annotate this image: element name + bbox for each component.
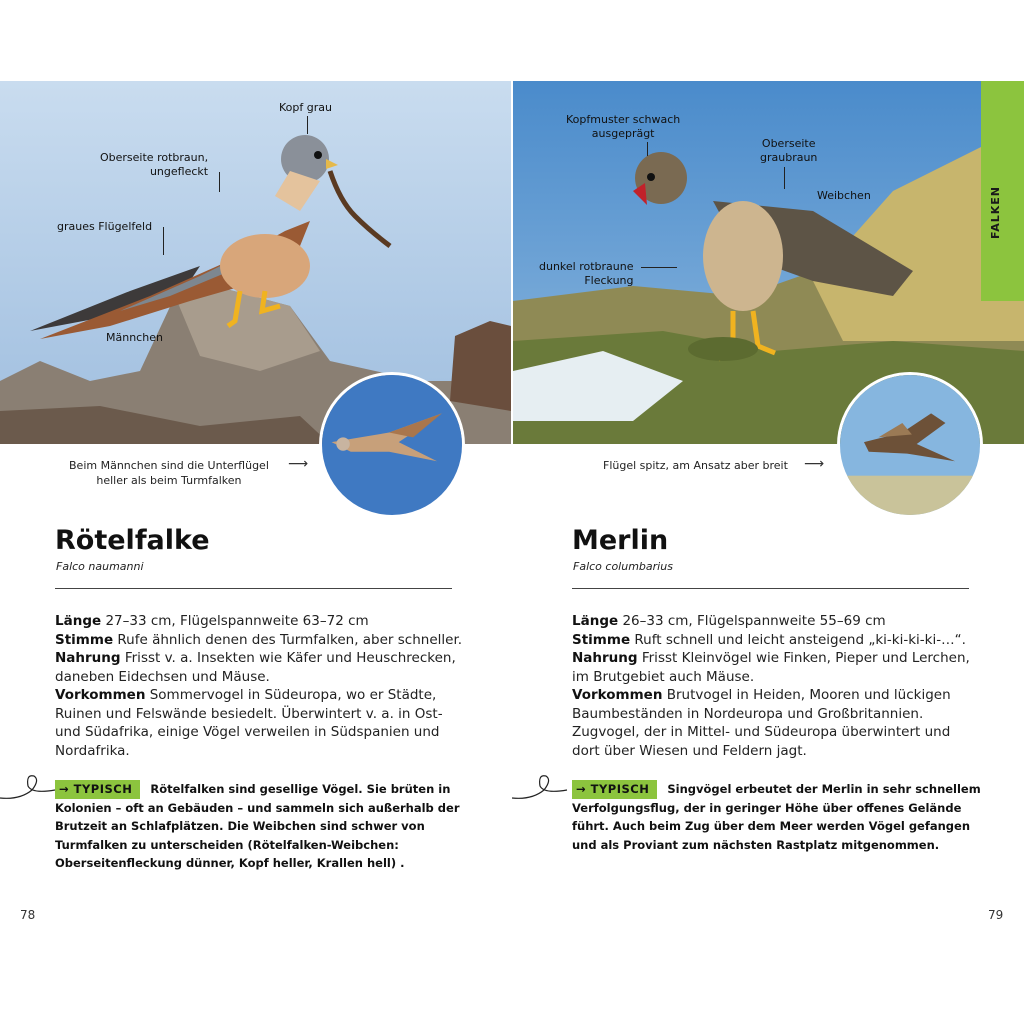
callout-line [163, 227, 164, 255]
entry-label: Länge [55, 613, 102, 629]
arrow-right-icon: ⟶ [288, 456, 309, 472]
species-latin-name: Falco columbarius [573, 560, 673, 573]
entry-label: Nahrung [572, 650, 638, 666]
entry-voice: Stimme Ruft schnell und leicht ansteigend „ki-ki-ki-ki-…“. [572, 631, 966, 648]
entry-label: Vorkommen [55, 687, 146, 703]
callout-head-pattern: Kopfmuster schwach ausgeprägt [566, 113, 681, 140]
typisch-box [55, 780, 465, 873]
callout-line [307, 116, 308, 134]
callout-female: Weibchen [817, 189, 871, 202]
typisch-text: Rötelfalken sind gesellige Vögel. Sie brüten in Kolonien – oft an Gebäuden – und sammeln sich außerhalb der Brutzeit an Schlafplätzen. Die Weibchen sind schwer von Turmfalken zu unterscheiden (Rötelfalken-Weibchen: Oberseitenfleckung dünner, Kopf heller, Krallen hell) . [55, 782, 460, 870]
species-title: Rötelfalke [55, 525, 210, 556]
entry-voice: Stimme Rufe ähnlich denen des Turmfalken, aber schneller. [55, 631, 463, 648]
entry-label: Stimme [55, 631, 114, 648]
callout-male: Männchen [106, 331, 163, 344]
entry-length: Länge 27–33 cm, Flügelspannweite 63–72 cm [55, 613, 369, 629]
callout-upperside: Oberseite rotbraun, ungefleckt [100, 151, 209, 178]
callout-head-grey: Kopf grau [279, 101, 332, 114]
callout-spotting: dunkel rotbraune Fleckung [539, 260, 634, 287]
typisch-text: Singvögel erbeutet der Merlin in sehr schnellem Verfolgungsflug, der in geringer Höhe über offenes Gelände führt. Auch beim Zug über dem Meer werden Vögel gefangen und als Proviant zum nächsten Rastplatz mitgenommen. [572, 782, 981, 852]
section-tab-falken [981, 81, 1024, 301]
species-description [55, 612, 465, 760]
divider [55, 588, 452, 589]
typisch-tag: → TYPISCH [55, 780, 140, 799]
page-number-right: 79 [988, 908, 1004, 922]
typisch-box [572, 780, 982, 854]
callout-upperside: Oberseite graubraun [760, 137, 818, 164]
entry-label: Länge [572, 613, 619, 629]
entry-label: Stimme [572, 631, 631, 648]
entry-range: Vorkommen Brutvogel in Heiden, Mooren und lückigen Baumbeständen in Nordeuropa und Großbritannien. Zugvogel, der in Mittel- und Südeuropa überwintert und dort über Wiesen und Feldern jagt. [572, 687, 951, 759]
entry-label: Nahrung [55, 650, 121, 666]
entry-food: Nahrung Frisst Kleinvögel wie Finken, Pieper und Lerchen, im Brutgebiet auch Mäuse. [572, 650, 970, 685]
section-tab-label: FALKEN [989, 185, 1002, 239]
callout-line [219, 172, 220, 192]
species-latin-name: Falco naumanni [56, 560, 144, 573]
species-title: Merlin [572, 525, 669, 556]
callout-line [647, 142, 648, 156]
callout-line [784, 167, 785, 189]
divider [572, 588, 969, 589]
swirl-decoration-icon [0, 770, 60, 804]
callout-grey-wing-field: graues Flügelfeld [57, 220, 153, 233]
entry-range: Vorkommen Sommervogel in Südeuropa, wo er Städte, Ruinen und Felswände besiedelt. Überwintert v. a. in Ost- und Südafrika, einige Vögel verweilen in Südspanien und Nordafrika. [55, 687, 443, 759]
swirl-decoration-icon [512, 770, 572, 804]
inset-caption: Flügel spitz, am Ansatz aber breit [603, 459, 788, 472]
arrow-right-icon: ⟶ [804, 456, 825, 472]
species-description [572, 612, 982, 760]
entry-label: Vorkommen [572, 687, 663, 703]
merlin-flight-inset [837, 372, 983, 518]
page-number-left: 78 [20, 908, 36, 922]
callout-line [641, 267, 677, 268]
entry-food: Nahrung Frisst v. a. Insekten wie Käfer und Heuschrecken, daneben Eidechsen und Mäuse. [55, 650, 456, 685]
entry-length: Länge 26–33 cm, Flügelspannweite 55–69 cm [572, 613, 886, 629]
lesser-kestrel-flight-inset [319, 372, 465, 518]
typisch-tag: → TYPISCH [572, 780, 657, 799]
inset-caption: Beim Männchen sind die Unterflügel heller als beim Turmfalken [69, 459, 269, 487]
